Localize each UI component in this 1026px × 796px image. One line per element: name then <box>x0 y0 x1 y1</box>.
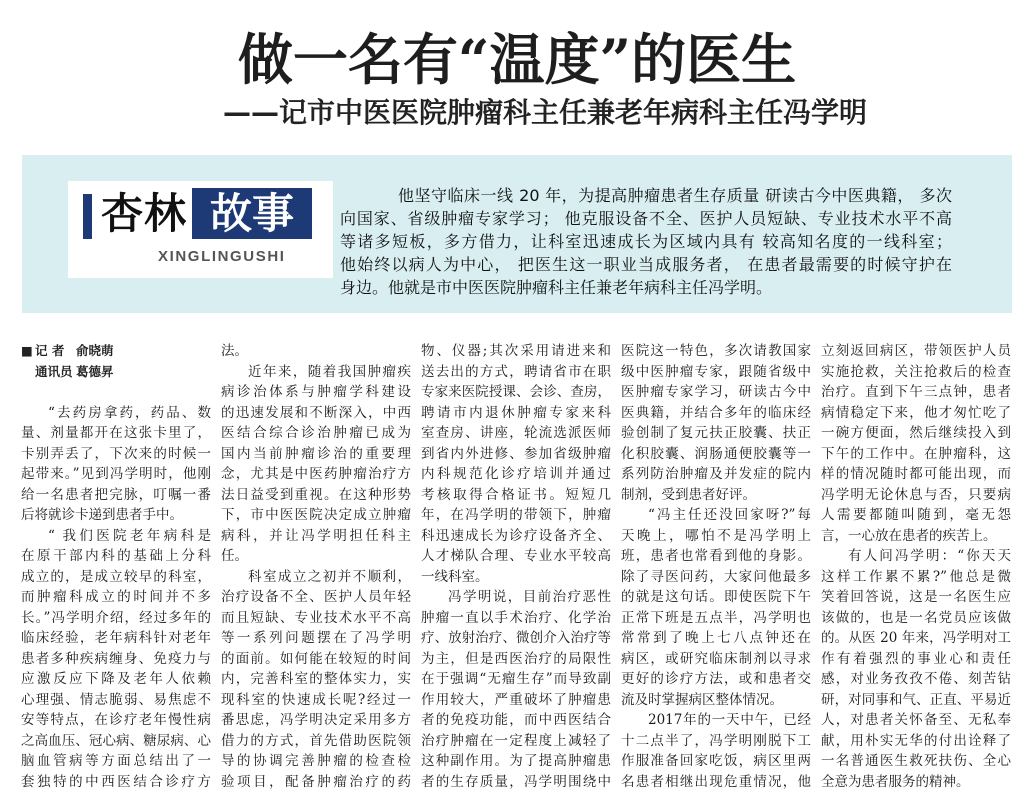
article-line: 医结合综合诊治肿瘤已成为 <box>221 425 411 441</box>
logo-pinyin: XINGLINGUSHI <box>158 248 286 265</box>
article-line: 该做的，也是一名党员应该做 <box>821 609 1011 626</box>
article-line: 借力的方式，首先借助医院领 <box>221 732 411 749</box>
intro-line: 等诸多短板，多方借力，让科室迅速成长为区域内具有 较高知名度的一线科室； <box>340 232 952 251</box>
intro-line: 他始终以病人为中心， 把医生这一职业当成服务者， 在患者最需要的时候守护在 <box>340 255 952 274</box>
article-line: 验项目，配备肿瘤治疗的药 <box>221 773 411 790</box>
logo-name-highlight: 故事 <box>192 188 312 239</box>
article-line: 年，在冯学明的带领下，肿瘤 <box>421 507 611 523</box>
article-line: 等一系列问题摆在了冯学明 <box>221 630 411 646</box>
article-line: 现科室的快速成长呢?经过一 <box>221 691 411 708</box>
article-line: 样的情况随时都可能出现，而 <box>821 466 1011 482</box>
article-line: 言，一心放在患者的疾苦上。 <box>821 527 997 544</box>
article-line: 全意为患者服务的精神。 <box>821 773 970 790</box>
article-line: 者的生存质量，冯学明围绕中 <box>421 773 611 790</box>
article-line: 念，尤其是中医药肿瘤治疗方 <box>221 466 411 482</box>
article-line: 内科规范化诊疗培训并通过 <box>421 466 611 482</box>
article-line: “去药房拿药，药品、数 <box>48 404 211 421</box>
article-column <box>21 341 211 792</box>
article-line: 这样工作累不累?”他总是微 <box>821 568 1011 585</box>
article-column <box>421 341 611 792</box>
article-line: 到省内外进修、参加省级肿瘤 <box>421 445 611 462</box>
article-line: 室查房、讲座，轮流选派医师 <box>421 425 611 441</box>
article-line: 正常下班是五点半，冯学明也 <box>621 609 811 626</box>
article-line: 患者多种疾病缠身、免疫力与 <box>21 650 211 667</box>
article-line: 人，对患者关怀备至、无私奉 <box>821 712 1011 728</box>
article-line: 起带来。”见到冯学明时，他刚 <box>21 466 211 482</box>
article-line: 番思虑，冯学明决定采用多方 <box>221 712 411 728</box>
article-line: 的面前。如何能在较短的时间 <box>221 650 411 667</box>
article-line: 一名普通医生救死扶伤、全心 <box>821 753 1011 769</box>
article-line: 2017年的一天中午，已经 <box>648 712 811 728</box>
article-line: 治疗。直到下午三点钟，患者 <box>821 384 1011 400</box>
article-line: 长。”冯学明介绍，经过多年的 <box>21 609 211 626</box>
article-line: 天晚上，哪怕不是冯学明上 <box>621 527 811 544</box>
article-line: 作服准备回家吃饭，病区里两 <box>621 753 811 769</box>
article-line: 这种副作用。为了提高肿瘤患 <box>421 753 611 769</box>
article-line: 一线科室。 <box>421 568 489 585</box>
article-column <box>821 341 1011 792</box>
article-line: 物、仪器;其次采用请进来和 <box>421 343 611 359</box>
article-line: 科室成立之初并不顺利， <box>248 568 411 585</box>
article-column <box>221 341 411 792</box>
article-line: 冯学明说，目前治疗恶性 <box>448 589 611 605</box>
article-line: 心理强、情志脆弱、易焦虑不 <box>21 691 211 708</box>
intro-line: 向国家、省级肿瘤专家学习； 他克服设备不全、医护人员短缺、专业技术水平不高 <box>340 209 952 228</box>
article-line: 下午的工作中。在肿瘤科，这 <box>821 445 1011 462</box>
logo-name: 杏林 <box>101 189 188 238</box>
article-line: 常常到了晚上七八点钟还在 <box>621 630 811 646</box>
reporter-label: 记 者 <box>35 343 65 358</box>
byline <box>21 341 211 403</box>
article-line: 应激反应下降及老年人依赖 <box>21 671 211 687</box>
article-line: 的迅速发展和不断深入，中西 <box>221 404 411 421</box>
article-line: 名患者相继出现危重情况，他 <box>621 773 811 790</box>
intro-box <box>22 155 1012 313</box>
intro-line: 身边。他就是市中医医院肿瘤科主任兼老年病科主任冯学明。 <box>340 278 773 297</box>
article-line: 导的协调完善肿瘤的检查检 <box>221 753 411 769</box>
article-line: 的就是这句话。即使医院下午 <box>621 589 811 605</box>
article-line: 医典籍，并结合多年的临床经 <box>621 404 811 421</box>
article-line: 级中医肿瘤专家，跟随省级中 <box>621 363 811 380</box>
article-line: 给一名患者把完脉，叮嘱一番 <box>21 486 211 503</box>
article-line: 为主，但是西医治疗的局限性 <box>421 650 611 667</box>
article-line: 一碗方便面，然后继续投入到 <box>821 425 1011 441</box>
article-line: 冯学明无论休息与否，只要病 <box>821 486 1011 503</box>
article-line: 法日益受到重视。在这种形势 <box>221 486 411 503</box>
article-line: 下，市中医医院决定成立肿瘤 <box>221 507 411 523</box>
article-line: 而且短缺、专业技术水平不高 <box>221 609 411 626</box>
article-line: 笑着回答说，这是一名医生应 <box>821 589 1011 605</box>
byline-marker: ■ <box>21 343 33 358</box>
article-line: 考核取得合格证书。短短几 <box>421 486 611 503</box>
article-line: “ 我们医院老年病科是 <box>48 527 211 544</box>
headline-title: 做一名有“温度”的医生 <box>237 27 797 92</box>
article-line: 内，完善科室的整体实力，实 <box>221 671 411 687</box>
article-line: 病科，并让冯学明担任科主 <box>221 527 411 544</box>
article-line: 病区，或研究临床制剂以寻求 <box>621 650 811 667</box>
article-line: 聘请市内退休肿瘤专家来科 <box>421 404 611 421</box>
article-column <box>621 341 811 792</box>
article-line: 安等特点，在诊疗老年慢性病 <box>21 712 211 728</box>
article-line: 的。从医 20 年来，冯学明对工 <box>821 630 1011 646</box>
article-line: 法。 <box>221 343 248 359</box>
article-line: “冯主任还没回家呀?”每 <box>648 507 811 523</box>
article-line: 在原干部内科的基础上分科 <box>21 548 211 564</box>
article-line: 专家来医院授课、会诊、查房， <box>421 384 611 400</box>
article-line: 作用较大，严重破坏了肿瘤患 <box>421 691 611 708</box>
article-line: 卡别弄丢了，下次来的时候一 <box>21 445 211 462</box>
article-line: 十二点半了，冯学明刚脱下工 <box>621 732 811 749</box>
correspondent-name: 葛德昇 <box>76 363 114 379</box>
article-line: 医肿瘤专家学习，研读古今中 <box>621 384 811 400</box>
article-line: 验创制了复元扶正胶囊、扶正 <box>621 425 811 441</box>
article-line: 系列防治肿瘤及并发症的院内 <box>621 466 811 482</box>
article-line: 人需要都随叫随到，毫无怨 <box>821 507 1011 523</box>
article-line: 国内当前肿瘤诊治的重要理 <box>221 445 411 462</box>
article-line: 而肿瘤科成立的时间并不多 <box>21 589 211 605</box>
article-line: 套独特的中西医结合诊疗方 <box>21 773 211 790</box>
article-line: 治疗肿瘤在一定程度上减轻了 <box>421 732 611 749</box>
intro-text <box>340 184 952 299</box>
article-line: 化积胶囊、润肠通便胶囊等一 <box>621 445 811 462</box>
article-line: 疗、放射治疗、微创介入治疗等 <box>421 630 611 646</box>
article-line: 流及时掌握病区整体情况。 <box>621 691 783 708</box>
article-line: 治疗设备不全、医护人员年轻 <box>221 589 411 605</box>
article-line: 肿瘤一直以手术治疗、化学治 <box>421 609 611 626</box>
article-line: 献，用朴实无华的付出诠释了 <box>821 732 1011 749</box>
article-line: 病诊治体系与肿瘤学科建设 <box>221 384 411 400</box>
article-line: 更好的诊疗方法，或和患者交 <box>621 671 811 687</box>
article-line: 量、剂量都开在这张卡里了， <box>21 425 211 441</box>
article-line: 科迅速成长为诊疗设备齐全、 <box>421 527 611 544</box>
column-logo <box>68 181 333 278</box>
intro-line: 他坚守临床一线 20 年，为提高肿瘤患者生存质量 研读古今中医典籍， 多次 <box>398 186 952 205</box>
article-line: 在于强调“无瘤生存”而导致副 <box>421 671 611 687</box>
article-line: 立刻返回病区，带领医护人员 <box>821 343 1011 359</box>
article-line: 除了寻医问药，大家问他最多 <box>621 568 811 585</box>
correspondent-label: 通讯员 <box>35 363 73 379</box>
article-line: 任。 <box>221 548 248 564</box>
logo-bar-decoration <box>83 194 92 239</box>
article-line: 制剂，受到患者好评。 <box>621 486 756 503</box>
article-line: 近年来，随着我国肿瘤疾 <box>248 363 411 380</box>
article-line: 班，患者也常看到他的身影。 <box>621 548 811 564</box>
article-line: 送去出的方式，聘请省市在职 <box>421 363 611 380</box>
headline-subtitle: ——记市中医医院肿瘤科主任兼老年病科主任冯学明 <box>222 96 867 129</box>
article-line: 感，对业务孜孜不倦、刻苦钻 <box>821 671 1011 687</box>
article-line: 临床经验，老年病科针对老年 <box>21 630 211 646</box>
article-line: 作有着强烈的事业心和责任 <box>821 650 1011 667</box>
article-line: 有人问冯学明：“你天天 <box>848 548 1011 564</box>
reporter-name: 俞晓萌 <box>76 343 114 358</box>
article-line: 人才梯队合理、专业水平较高 <box>421 548 611 564</box>
article-line: 医院这一特色，多次请教国家 <box>621 343 811 359</box>
article-line: 者的免疫功能，而中西医结合 <box>421 712 611 728</box>
article-line: 病情稳定下来，他才匆忙吃了 <box>821 404 1011 421</box>
article-line: 实施抢救，关注抢救后的检查 <box>821 363 1011 380</box>
article-line: 成立的，是成立较早的科室， <box>21 568 211 585</box>
article-line: 研，对同事和气、正直、平易近 <box>821 691 1011 708</box>
article-line: 脑血管病等方面总结出了一 <box>21 753 211 769</box>
article-line: 后将就诊卡递到患者手中。 <box>21 507 183 523</box>
article-line: 之高血压、冠心病、糖尿病、心 <box>21 732 211 749</box>
